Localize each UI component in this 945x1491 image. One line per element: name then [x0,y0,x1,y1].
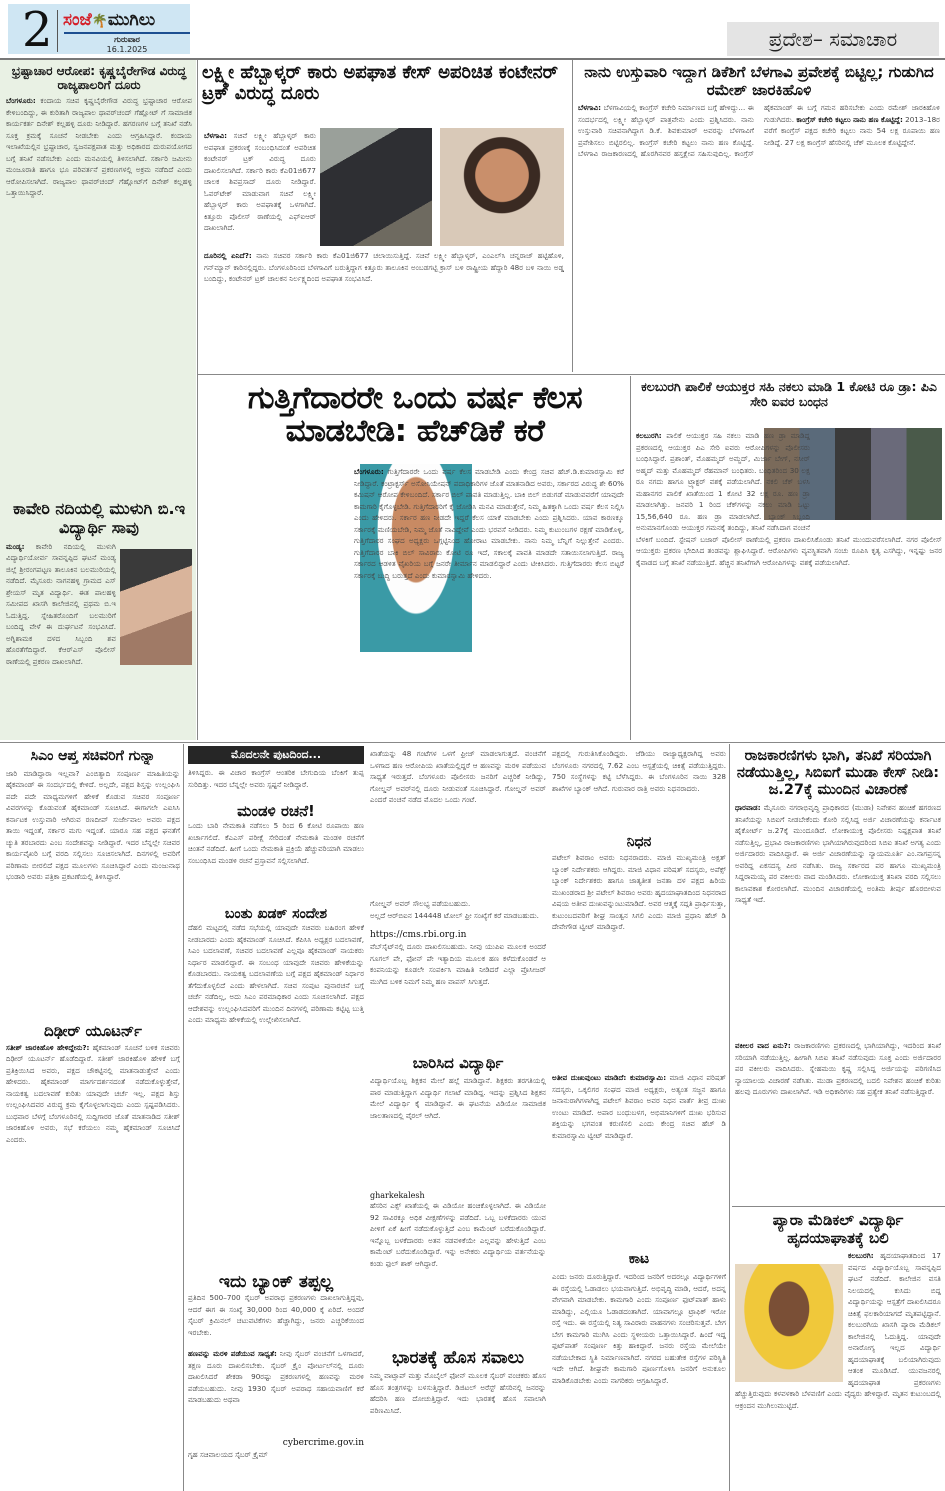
story-text: ರಾಜಕಾರಣಿಗಳು ಪ್ರಕರಣದಲ್ಲಿ ಭಾಗಿಯಾಗಿದ್ದು, ಇದರಿಂದ ತನಿಖೆ ಸರಿಯಾಗಿ ನಡೆಯುತ್ತಿಲ್ಲ. ಹೀಗಾಗಿ ಸಿಬಿಐ ತನಿಖೆ ನಡೆಸುವುದು ಸೂಕ್ತ ಎಂದು ಅರ್ಜಿದಾರರ ಪರ ವಕೀಲರು ವಾದಿಸಿದರು. ಸ್ನೇಹಮಯಿ ಕೃಷ್ಣ ಸಲ್ಲಿಸಿದ್ದ ಅರ್ಜಿಯನ್ನು ಪರಿಗಣಿಸಿದ ನ್ಯಾಯಾಲಯ ವಿಚಾರಣೆ ನಡೆಸಿತು. ಮುಡಾ ಪ್ರಕರಣದಲ್ಲಿ ಬದಲಿ ನಿವೇಶನ ಹಂಚಿಕೆ ಕುರಿತು ಹಲವು ದೂರುಗಳು ದಾಖಲಾಗಿವೆ. ಇಡಿ ಅಧಿಕಾರಿಗಳು ಸಹ ಪ್ರತ್ಯೇಕ ತನಿಖೆ ನಡೆಸುತ್ತಿದ್ದಾರೆ. [735,1041,941,1097]
story-front-continued [188,746,364,1461]
social-handle: gharkekalesh [370,1191,425,1200]
dateline: ಬೆಂಗಳೂರು: [6,96,36,106]
story-body: ದೆಹಲಿ ಮಟ್ಟದಲ್ಲಿ ನಡೆದ ಸಭೆಯಲ್ಲಿ ಯಾವುದೇ ಸಚಿವರು ಬಹಿರಂಗ ಹೇಳಿಕೆ ನೀಡಬಾರದು ಎಂದು ಹೈಕಮಾಂಡ್ ಸೂಚಿಸಿದೆ. ಕೆಪಿಸಿಸಿ ಅಧ್ಯಕ್ಷರ ಬದಲಾವಣೆ, ಸಿಎಂ ಬದಲಾವಣೆ, ಸಚಿವರ ಬದಲಾವಣೆ ಎಲ್ಲವೂ ಹೈಕಮಾಂಡ್ ನಾಯಕರು ನಿರ್ಧಾರ ಮಾಡಲಿದ್ದಾರೆ. ಈ ಸಂಬಂಧ ಯಾವುದೇ ಸಚಿವರು ಹೇಳಿಕೆಯನ್ನು ಕೊಡಬಾರದು. ನಾಯಕತ್ವ ಬದಲಾವಣೆಯ ಬಗ್ಗೆ ಪಕ್ಷದ ಹೈಕಮಾಂಡ್ ನಿರ್ಧಾರ ತೆಗೆದುಕೊಳ್ಳಲಿದೆ ಎಂದು ಹೇಳಲಾಗಿದೆ. ಸಚಿವ ಸಂಪುಟ ಪುನಾರಚನೆ ಬಗ್ಗೆ ಚರ್ಚೆ ನಡೆದಿಲ್ಲ, ಅದು ಸಿಎಂ ಪರಮಾಧಿಕಾರ ಎಂದು ಸೂಚಿಸಲಾಗಿದೆ. ಪಕ್ಷದ ಆದೇಶವನ್ನು ಉಲ್ಲಂಘಿಸಿದವರಿಗೆ ಮುಂದಿನ ದಿನಗಳಲ್ಲಿ ಪರಿಣಾಮ ಕಟ್ಟಿಟ್ಟ ಬುತ್ತಿ ಎಂದು ಮಾಧ್ಯಮ ಹೇಳಿಕೆಯಲ್ಲಿ ಉಲ್ಲೇಖಿಸಲಾಗಿದೆ. [188,923,364,1024]
story-krishna [6,64,192,457]
story-body: ನಿಮ್ಮ ವಾಟ್ಸಾಪ್ ಮತ್ತು ಮೊಬೈಲ್ ಫೋನ್ ಮೂಲಕ ಸೈಬರ್ ವಂಚಕರು ಹೊಸ ಹೊಸ ತಂತ್ರಗಳನ್ನು ಬಳಸುತ್ತಿದ್ದಾರೆ. ಡಿಜಿಟಲ್ ಅರೆಸ್ಟ್ ಹೆಸರಿನಲ್ಲಿ ಜನರನ್ನು ಹೆದರಿಸಿ ಹಣ ದೋಚುತ್ತಿದ್ದಾರೆ. ಇದು ಭಾರತಕ್ಕೆ ಹೊಸ ಸವಾಲಾಗಿ ಪರಿಣಮಿಸಿದೆ. [370,1371,546,1415]
story-body: ಎಂದು ಜನರು ದೂರುತ್ತಿದ್ದಾರೆ. ಇದರಿಂದ ಜನರಿಗೆ ಅದರಲ್ಲೂ ವಿದ್ಯಾರ್ಥಿಗಳಿಗೆ ಈ ರಸ್ತೆಯಲ್ಲಿ ಓಡಾಡಲು ಭಯವಾಗುತ್ತಿದೆ. ಅಭಿವೃದ್ಧಿ ಮಾಡಿ, ಆದರೆ, ಅದನ್ನ ವೇಗವಾಗಿ ಮಾಡಬೇಕು. ಕಾಮಗಾರಿ ಎಂದು ಸಂಪೂರ್ಣ ಫುಟ್‌ಪಾತ್ ಹಾಳು ಮಾಡಿದ್ದು, ಎಲ್ಲಿಯೂ ಓಡಾಡದಂತಾಗಿದೆ. ಯಾವಾಗಲ್ಲೂ ಟ್ರಾಫಿಕ್ ಇರೋ ರಸ್ತೆ ಇದು. ಈ ರಸ್ತೆಯಲ್ಲಿ ನಿತ್ಯ ಸಾವಿರಾರು ವಾಹನಗಳು ಸಂಚರಿಸುತ್ತವೆ. ಬೇಗ ಬೇಗ ಕಾಮಗಾರಿ ಮುಗಿಸಿ ಎಂದು ಸ್ಥಳೀಯರು ಒತ್ತಾಯಿಸಿದ್ದಾರೆ. ಹಿಂದೆ ಇದ್ದ ಫುಟ್‌ಪಾತ್ ಸಂಪೂರ್ಣ ಕಿತ್ತು ಹಾಕಿದ್ದಾರೆ. ಜನರು ರಸ್ತೆಯ ಮೇಲೆಯೇ ನಡೆಯಬೇಕಾದ ಸ್ಥಿತಿ ನಿರ್ಮಾಣವಾಗಿದೆ. ನಗರದ ಬಹುತೇಕ ರಸ್ತೆಗಳ ಪರಿಸ್ಥಿತಿ ಇದೇ ಆಗಿದೆ. ಶೀಘ್ರವೇ ಕಾಮಗಾರಿ ಪೂರ್ಣಗೊಳಿಸಿ ಜನರಿಗೆ ಅನುಕೂಲ ಮಾಡಿಕೊಡಬೇಕು ಎಂದು ನಾಗರಿಕರು ಆಗ್ರಹಿಸಿದ್ದಾರೆ. [552,1272,726,1385]
section-rule [0,742,945,743]
story-hdk [202,382,628,447]
brand-underline [64,32,190,34]
subhead: ನಿಧನ [626,834,652,850]
story-text-2: 2013–18ರ ವರೆಗೆ ಕಾಂಗ್ರೆಸ್ ಪಕ್ಷದ ಕಚೇರಿ ಕಟ್ಟಲು ನಾನು 54 ಲಕ್ಷ ರೂಪಾಯಿ ಹಣ ನೀಡಿದ್ದೆ. 27 ಲಕ್ಷ ಕಾಂಗ್ರೆಸ್ ಹೆಸರಿನಲ್ಲಿ ಚೆಕ್ ಮೂಲಕ ಕೊಟ್ಟಿದ್ದೇನೆ. [764,114,940,147]
weekday: ಗುರುವಾರ [114,35,140,44]
palm-sun-icon: 🌴 [91,14,108,29]
masthead-divider [57,10,58,52]
story-body [188,1348,364,1430]
subhead: ಬಾರಿಸಿದ ವಿದ್ಯಾರ್ಥಿ [412,1054,504,1072]
subsection-lead: ಅತೀವ ದುಃಖವುಂಟು ಮಾಡಿದೆ: ಕುಮಾರಸ್ವಾಮಿ: [552,1073,667,1082]
story-body-2 [735,1040,941,1180]
story-lakshmi [202,62,570,104]
subhead: ಮಂಡಳಿ ರಚನೆ! [237,802,315,820]
section-rule [732,1206,945,1207]
story-body: ಪಕ್ಷದಲ್ಲಿ ಗುರುತಿಸಿಕೊಂಡಿದ್ದರು. ಜೆಡಿಯು ರಾಜ್ಯಾಧ್ಯಕ್ಷರಾಗಿದ್ದ ಅವರು ಬೆಂಗಳೂರು ನಗರದಲ್ಲಿ 7.62 ಎಂಬ ಆಸ್ಪತ್ರೆಯಲ್ಲಿ ಚಿಕಿತ್ಸೆ ಪಡೆಯುತ್ತಿದ್ದರು. 750 ಸಂಸ್ಥೆಗಳನ್ನು ಕಟ್ಟಿ ಬೆಳೆಸಿದ್ದರು. ಈ ಬೆಂಗಳೂರಿನ ನಾಯಿ 328 ಶಾಖೆಗಳ ಬ್ಯಾಂಕ್ ಆಗಿದೆ. ಗುರುವಾರ ರಾತ್ರಿ ಅವರು ನಿಧನರಾದರು. [552,749,726,793]
story-body-continued [204,250,564,370]
story-body [735,802,941,1040]
column-rule [572,60,573,372]
story-body: ಪ್ರತಿದಿನ 500–700 ಸೈಬರ್ ಅಪರಾಧ ಪ್ರಕರಣಗಳು ದಾಖಲಾಗುತ್ತಿದ್ದವು, ಆದರೆ ಈಗ ಈ ಸಂಖ್ಯೆ 30,000 ರಿಂದ 40,000 ಕ್ಕೆ ಏರಿದೆ. ಅಂದರೆ ಸೈಬರ್ ಕ್ರಿಮಿನಲ್ ಚಟುವಟಿಕೆಗಳು ಹೆಚ್ಚಾಗಿದ್ದು, ಜನರು ಎಚ್ಚರಿಕೆಯಿಂದ ಇರಬೇಕು. [188,1293,364,1337]
brand-name-part1: ಸಂಜೆ [63,10,92,30]
story-kalaburagi [636,380,942,410]
student-photo [120,549,192,665]
story-text: ಸಚಿವೆ ಲಕ್ಷ್ಮೀ ಹೆಬ್ಬಾಳ್ಕರ್ ಕಾರು ಅಪಘಾತ ಪ್ರಕರಣಕ್ಕೆ ಸಂಬಂಧಿಸಿದಂತೆ ಅಪರಿಚಿತ ಕಂಟೇನರ್ ಟ್ರಕ್ ವಿರುದ್ಧ ದೂರು ದಾಖಲಿಸಲಾಗಿದೆ. ಸರ್ಕಾರಿ ಕಾರು ಕೆಎ01ಜಿ677 ಚಾಲಕ ಶಿವಪ್ರಸಾದ್ ದೂರು ನೀಡಿದ್ದಾರೆ. ಓವರ್‌ಟೇಕ್ ಮಾಡುವಾಗ ಸಚಿವೆ ಲಕ್ಷ್ಮೀ ಹೆಬ್ಬಾಳ್ಕರ್ ಕಾರು ಅಪಘಾತಕ್ಕೆ ಒಳಗಾಗಿದೆ. ಕಿತ್ತೂರು ಪೊಲೀಸ್ ಠಾಣೆಯಲ್ಲಿ ಎಫ್‌ಐಆರ್ ದಾಖಲಾಗಿದೆ. [204,131,316,232]
story-text: ಅಲ್ಲದೆ ಆರ್‌ಬಿಐನ 144448 ಟೋಲ್ ಫ್ರೀ ಸಂಖ್ಯೆಗೆ ಕರೆ ಮಾಡಬಹುದು. [370,911,539,920]
story-text: ಪಾಲಿಕೆ ಆಯುಕ್ತರ ಸಹಿ ನಕಲು ಮಾಡಿ ಹಣ ಡ್ರಾ ಮಾಡಿದ್ದ ಪ್ರಕರಣದಲ್ಲಿ ಆಯುಕ್ತರ ಪಿಎ ಸೇರಿ ಐವರು ಆರೋಪಿಗಳನ್ನು ಪೊಲೀಸರು ಬಂಧಿಸಿದ್ದಾರೆ. ಪ್ರಶಾಂತ್, ಮೊಹಮ್ಮದ್ ಅಮ್ಜದ್, ಮಿರ್ಜಾ ಬೇಗ್, ನಸೀರ್ ಅಹ್ಮದ್ ಮತ್ತು ಮೊಹಮ್ಮದ್ ರೆಹಮಾನ್ ಬಂಧಿತರು. ಬಂಧಿತರಿಂದ 30 ಲಕ್ಷ ರೂ ನಗದು ಹಾಗೂ ಟ್ರ್ಯಾಕ್ಟರ್ ವಶಕ್ಕೆ ಪಡೆಯಲಾಗಿದೆ. ನಕಲಿ ಚೆಕ್ ಬಳಸಿ ಮಹಾನಗರ ಪಾಲಿಕೆ ಖಾತೆಯಿಂದ 1 ಕೋಟಿ 32 ಲಕ್ಷ ರೂ. ಹಣ ಡ್ರಾ ಮಾಡಲಾಗಿತ್ತು. ಜನವರಿ 1 ರಿಂದ ಚೆಕ್‌ಗಳನ್ನು ನಕಲು ಮಾಡಿ ಒಟ್ಟು 15,56,640 ರೂ. ಹಣ ಡ್ರಾ ಮಾಡಲಾಗಿದೆ. ಬ್ಯಾಂಕ್ ಸಿಬ್ಬಂದಿ ಅನುಮಾನಗೊಂಡು ಆಯುಕ್ತರ ಗಮನಕ್ಕೆ ತಂದಿದ್ದು, ತನಿಖೆ ನಡೆಸಿದಾಗ ವಂಚನೆ ಬೆಳಕಿಗೆ ಬಂದಿದೆ. ಸ್ಟೇಷನ್ ಬಜಾರ್ ಪೊಲೀಸ್ ಠಾಣೆಯಲ್ಲಿ ಪ್ರಕರಣ ದಾಖಲಿಸಿಕೊಂಡು ತನಿಖೆ ಮುಂದುವರೆಸಲಾಗಿದೆ. ನಗರ ಪೊಲೀಸ್ ಆಯುಕ್ತರು ಪ್ರಕರಣ ಭೇದಿಸಿದ ತಂಡವನ್ನು ಶ್ಲಾಘಿಸಿದ್ದಾರೆ. ಆರೋಪಿಗಳು ವ್ಯವಸ್ಥಿತವಾಗಿ ಸಂಚು ರೂಪಿಸಿ ಕೃತ್ಯ ಎಸಗಿದ್ದು, ಇನ್ನಷ್ಟು ಜನರ ಕೈವಾಡದ ಬಗ್ಗೆ ತನಿಖೆ ನಡೆಯುತ್ತಿದೆ. ಹೆಚ್ಚಿನ ತನಿಖೆಗಾಗಿ ಆರೋಪಿಗಳನ್ನು ವಶಕ್ಕೆ ಪಡೆಯಲಾಗಿದೆ. [636,431,942,567]
story-body: ತಿಳಿಸಿದ್ದರು. ಈ ವಿಚಾರ ಕಾಂಗ್ರೆಸ್ ಆಂತರಿಕ ಬೇಗುದಿಯ ಬೆಂಕಿಗೆ ತುಪ್ಪ ಸುರಿದಿತ್ತು. ಇದರ ಬೆನ್ನಲ್ಲೇ ಅವರು ಸ್ಪಷ್ಟನೆ ನೀಡಿದ್ದಾರೆ. [188,768,364,789]
dateline: ಮಂಡ್ಯ: [6,541,25,551]
story-body: ವಿದ್ಯಾರ್ಥಿಯೊಬ್ಬ ಶಿಕ್ಷಕನ ಮೇಲೆ ಹಲ್ಲೆ ಮಾಡಿದ್ದಾನೆ. ಶಿಕ್ಷಕರು ತರಗತಿಯಲ್ಲಿ ಪಾಠ ಮಾಡುತ್ತಿದ್ದಾಗ ವಿದ್ಯಾರ್ಥಿ ಗಲಾಟೆ ಮಾಡಿದ್ದ. ಇದನ್ನು ಪ್ರಶ್ನಿಸಿದ ಶಿಕ್ಷಕನ ಮೇಲೆ ವಿದ್ಯಾರ್ಥಿ ಕೈ ಮಾಡಿದ್ದಾನೆ. ಈ ಘಟನೆಯ ವಿಡಿಯೋ ಸಾಮಾಜಿಕ ಜಾಲತಾಣದಲ್ಲಿ ವೈರಲ್ ಆಗಿದೆ. [370,1076,546,1120]
story-body [6,95,192,457]
headline: ಕಲಬುರಗಿ ಪಾಲಿಕೆ ಆಯುಕ್ತರ ಸಹಿ ನಕಲು ಮಾಡಿ 1 ಕೋಟಿ ರೂ ಡ್ರಾ: ಪಿಎ ಸೇರಿ ಐವರ ಬಂಧನ [641,379,937,409]
dateline: ಬೆಳಗಾವಿ: [578,103,602,113]
headline: ಪ್ಯಾರಾ ಮೆಡಿಕಲ್ ವಿದ್ಯಾರ್ಥಿ ಹೃದಯಾಘಾತಕ್ಕೆ ಬಲಿ [772,1211,904,1247]
subsection-lead: ಕಾಂಗ್ರೆಸ್ ಕಚೇರಿ ಕಟ್ಟಲು ನಾನು ಹಣ ಕೊಟ್ಟಿದ್ದೆ: [796,114,903,124]
story-body: ಪಟೇಲ್ ಶಿವರಾಂ ಅವರು ನಿಧನರಾದರು. ಮಾಜಿ ಮುಖ್ಯಮಂತ್ರಿ ಅಕ್ಷತ್ ಬ್ಯಾಂಕ್ ನಿರ್ದೇಶಕರು ಆಗಿದ್ದರು. ಮಾಜಿ ವಿಧಾನ ಪರಿಷತ್ ಸದಸ್ಯರು, ಅಪೆಕ್ಸ್ ಬ್ಯಾಂಕ್ ನಿರ್ದೇಶಕರು ಹಾಗೂ ಜಾತ್ಯತೀತ ಜನತಾ ದಳ ಪಕ್ಷದ ಹಿರಿಯ ಮುಖಂಡರಾದ ಶ್ರೀ ಪಟೇಲ್ ಶಿವರಾಂ ಅವರು ಹೃದಯಾಘಾತದಿಂದ ನಿಧನರಾದ ವಿಷಯ ಅತೀವ ದುಃಖವನ್ನುಂಟುಮಾಡಿದೆ. ಅವರ ಆತ್ಮಕ್ಕೆ ಸದ್ಗತಿ ಪ್ರಾರ್ಥಿಸುತ್ತಾ, ಕುಟುಂಬದವರಿಗೆ ಶೀಘ್ರ ಸಾಂತ್ವನ ಸಿಗಲಿ ಎಂದು ಮಾಜಿ ಪ್ರಧಾನಿ ಹೆಚ್ ಡಿ ದೇವೇಗೌಡ ಟ್ವೀಟ್ ಮಾಡಿದ್ದಾರೆ. [552,853,726,931]
story-text: ಬೆಳಗಾವಿಯಲ್ಲಿ ಕಾಂಗ್ರೆಸ್ ಕಚೇರಿ ನಿರ್ಮಾಣದ ಬಗ್ಗೆ ಹೇಳಿದ್ದು... ಈ ಸಂದರ್ಭದಲ್ಲಿ ಲಕ್ಷ್ಮೀ ಹೆಬ್ಬಾಳ್ಕರ್ ಪಾತ್ರವೇನು ಎಂದು ಪ್ರಶ್ನಿಸಿದರು. ನಾನು ಉಸ್ತುವಾರಿ ಸಚಿವನಾಗಿದ್ದಾಗ ಡಿ.ಕೆ. ಶಿವಕುಮಾರ್ ಅವರನ್ನು ಬೆಳಗಾವಿಗೆ ಪ್ರವೇಶಿಸಲು ಬಿಟ್ಟಿರಲಿಲ್ಲ. ಕಾಂಗ್ರೆಸ್ ಕಚೇರಿ ಕಟ್ಟಲು ನಾನು ಹಣ ಕೊಟ್ಟಿದ್ದೆ. ಬೆಳಗಾವಿ ರಾಜಕಾರಣದಲ್ಲಿ ಹೊರಗಿನವರ ಹಸ್ತಕ್ಷೇಪ ಸಹಿಸುವುದಿಲ್ಲ. ಕಾಂಗ್ರೆಸ್ ಹೈಕಮಾಂಡ್ ಈ ಬಗ್ಗೆ ಗಮನ ಹರಿಸಬೇಕು ಎಂದು ರಮೇಶ್ ಜಾರಕಿಹೊಳಿ ಗುಡುಗಿದರು. [578,103,940,159]
subsection-lead: ದೂರಿನಲ್ಲಿ ಏನಿದೆ?: [204,251,252,260]
story-text: ಗುತ್ತಿಗೆದಾರರೇ ಒಂದು ವರ್ಷ ಕೆಲಸ ಮಾಡಬೇಡಿ ಎಂದು ಕೇಂದ್ರ ಸಚಿವ ಹೆಚ್.ಡಿ.ಕುಮಾರಸ್ವಾಮಿ ಕರೆ ನೀಡಿದ್ದಾರೆ. ಕಂಟ್ರಾಕ್ಟರ್ಸ್ ಅಸೋಸಿಯೇಷನ್ ಪದಾಧಿಕಾರಿಗಳ ಜೊತೆ ಮಾತನಾಡಿದ ಅವರು, ಸರ್ಕಾರದ ವಿರುದ್ಧ ಶೇ 60% ಕಮಿಷನ್ ಆರೋಪ ಕೇಳಿಬಂದಿದೆ. ಸರ್ಕಾರ ಬಿಲ್ ಪಾವತಿ ಮಾಡುತ್ತಿಲ್ಲ. ಬಾಕಿ ಬಿಲ್ ಬಿಡುಗಡೆ ಮಾಡುವವರೆಗೆ ಯಾವುದೇ ಕಾಮಗಾರಿ ಕೈಗೊಳ್ಳಬೇಡಿ. ಗುತ್ತಿಗೆದಾರರಿಗೆ ಕೈ ಜೋಡಿಸಿ ಮನವಿ ಮಾಡುತ್ತೇನೆ, ನಿಮ್ಮ ಹಿತಕ್ಕಾಗಿ ಒಂದು ವರ್ಷ ಕೆಲಸ ನಿಲ್ಲಿಸಿ ಎಂದು ಹೇಳಿದರು. ಸರ್ಕಾರ ಹಣ ನೀಡದೇ ಇದ್ದರೆ ಕೆಲಸ ಯಾಕೆ ಮಾಡಬೇಕು ಎಂದು ಪ್ರಶ್ನಿಸಿದರು. ಯಾವ ಕಾರಣಕ್ಕೂ ಸರ್ಕಾರಕ್ಕೆ ಮಣಿಯಬೇಡಿ, ನಿಮ್ಮ ಜೊತೆ ನಾವಿದ್ದೇವೆ ಎಂದು ಭರವಸೆ ನೀಡಿದರು. ನಿಮ್ಮ ಕುಟುಂಬಗಳ ರಕ್ಷಣೆ ಮಾಡಿಕೊಳ್ಳಿ, ಗುತ್ತಿಗೆದಾರರ ಸಂಘದ ಅಧ್ಯಕ್ಷರು ಒಗ್ಗಟ್ಟಿನಿಂದ ಹೋರಾಟ ಮಾಡಬೇಕು. ನಾನು ನಿಮ್ಮ ಬೆನ್ನಿಗೆ ನಿಲ್ಲುತ್ತೇನೆ ಎಂದರು. ಗುತ್ತಿಗೆದಾರರ ಬಾಕಿ ಬಿಲ್ ಸಾವಿರಾರು ಕೋಟಿ ರೂ ಇದೆ, ಸಕಾಲಕ್ಕೆ ಪಾವತಿ ಮಾಡದೇ ಸತಾಯಿಸಲಾಗುತ್ತಿದೆ. ರಾಜ್ಯ ಸರ್ಕಾರದ ಆಡಳಿತ ವೈಖರಿಯ ಬಗ್ಗೆ ಜನರೇ ತೀರ್ಮಾನ ಮಾಡಲಿದ್ದಾರೆ ಎಂದು ಟೀಕಿಸಿದರು. ಗುತ್ತಿಗೆದಾರರು ಕೆಲಸ ಬಿಟ್ಟರೆ ಸರ್ಕಾರಕ್ಕೆ ಬುದ್ಧಿ ಬರುತ್ತದೆ ಎಂದು ಕುಮಾರಸ್ವಾಮಿ ಹೇಳಿದರು. [354,467,624,580]
headline: ಲಕ್ಷ್ಮೀ ಹೆಬ್ಬಾಳ್ಕರ್ ಕಾರು ಅಪಘಾತ ಕೇಸ್ ಅಪರಿಚಿತ ಕಂಟೇನರ್ ಟ್ರಕ್ ವಿರುದ್ಧ ದೂರು [202,62,559,105]
headline: ಕಾವೇರಿ ನದಿಯಲ್ಲಿ ಮುಳುಗಿ ಬಿ.ಇ ವಿದ್ಯಾರ್ಥಿ ಸಾವು [12,499,186,537]
story-text: ಮೈಸೂರು ನಗರಾಭಿವೃದ್ಧಿ ಪ್ರಾಧಿಕಾರದ (ಮುಡಾ) ನಿವೇಶನ ಹಂಚಿಕೆ ಹಗರಣದ ತನಿಖೆಯನ್ನು ಸಿಬಿಐಗೆ ನೀಡಬೇಕೆಂದು ಕೋರಿ ಸಲ್ಲಿಸಿದ್ದ ಅರ್ಜಿ ವಿಚಾರಣೆಯನ್ನು ಕರ್ನಾಟಕ ಹೈಕೋರ್ಟ್ ಜ.27ಕ್ಕೆ ಮುಂದೂಡಿದೆ. ಲೋಕಾಯುಕ್ತ ಪೊಲೀಸರು ನಿಷ್ಪಕ್ಷಪಾತ ತನಿಖೆ ನಡೆಸುತ್ತಿಲ್ಲ, ಪ್ರಭಾವಿ ರಾಜಕಾರಣಿಗಳು ಭಾಗಿಯಾಗಿರುವುದರಿಂದ ಸಿಬಿಐ ತನಿಖೆ ಅಗತ್ಯ ಎಂದು ಅರ್ಜಿದಾರರು ವಾದಿಸಿದ್ದಾರೆ. ಈ ಅರ್ಜಿ ವಿಚಾರಣೆಯನ್ನು ನ್ಯಾಯಮೂರ್ತಿ ಎಂ.ನಾಗಪ್ರಸನ್ನ ಅವರಿದ್ದ ಏಕಸದಸ್ಯ ಪೀಠ ನಡೆಸಿತು. ರಾಜ್ಯ ಸರ್ಕಾರದ ಪರ ಹಾಗೂ ಮುಖ್ಯಮಂತ್ರಿ ಸಿದ್ದರಾಮಯ್ಯ ಪರ ವಕೀಲರು ವಾದ ಮಂಡಿಸಿದರು. ಲೋಕಾಯುಕ್ತ ತನಿಖಾ ವರದಿ ಸಲ್ಲಿಸಲು ಕಾಲಾವಕಾಶ ಕೋರಲಾಗಿದೆ. ಮುಂದಿನ ವಿಚಾರಣೆಯಲ್ಲಿ ಅಂತಿಮ ತೀರ್ಪು ಹೊರಬೀಳುವ ಸಾಧ್ಯತೆ ಇದೆ. [735,803,941,905]
story-text: ನಾನು ಸಚಿವರ ಸರ್ಕಾರಿ ಕಾರು ಕೆಎ01ಜಿ677 ಚಲಾಯಿಸುತ್ತಿದ್ದೆ. ಸಚಿವೆ ಲಕ್ಷ್ಮೀ ಹೆಬ್ಬಾಳ್ಕರ್, ಎಂಎಲ್‌ಸಿ ಚನ್ನರಾಜ್ ಹಟ್ಟಿಹೊಳಿ, ಗನ್‌ಮ್ಯಾನ್ ಕಾರಿನಲ್ಲಿದ್ದರು. ಬೆಂಗಳೂರಿನಿಂದ ಬೆಳಗಾವಿಗೆ ಬರುತ್ತಿದ್ದಾಗ ಕಿತ್ತೂರು ತಾಲೂಕಿನ ಅಂಬಡಗಟ್ಟಿ ಕ್ರಾಸ್ ಬಳಿ ರಾಷ್ಟ್ರೀಯ ಹೆದ್ದಾರಿ 48ರ ಬಳಿ ನಾಯಿ ಅಡ್ಡ ಬಂದಿದ್ದು, ಕಂಟೇನರ್ ಟ್ರಕ್ ಚಾಲಕನ ನಿರ್ಲಕ್ಷ್ಯದಿಂದ ಅಪಘಾತ ಸಂಭವಿಸಿದೆ. [204,251,564,283]
page-number: 2 [22,2,53,58]
headline: ನಾನು ಉಸ್ತುವಾರಿ ಇದ್ದಾಗ ಡಿಕೆಶಿಗೆ ಬೆಳಗಾವಿ ಪ್ರವೇಶಕ್ಕೆ ಬಿಟ್ಟಿಲ್ಲ; ಗುಡುಗಿದ ರಮೇಶ್ ಜಾರಕಿಹೊಳಿ [584,63,934,99]
story-body-2 [6,1042,180,1491]
story-body [204,466,624,738]
subsection-lead: ವಕೀಲರ ವಾದ ಏನು?: [735,1041,791,1051]
column-rule [630,376,631,740]
section-title: ಪ್ರದೇಶ– ಸಮಾಚಾರ [727,22,939,56]
section-rule [198,374,945,375]
story-tail: ಗೃಹ ಸಚಿವಾಲಯದ ಸೈಬರ್ ಕ್ರೈಮ್ [188,1450,268,1459]
story-body [636,430,942,736]
story-muda [735,748,941,1180]
brand-logo [63,10,155,30]
issue-date: 16.1.2025 [106,45,148,54]
story-cauvery [6,500,192,729]
dateline: ಬೆಳಗಾವಿ: [204,131,228,140]
headline: ರಾಜಕಾರಣಿಗಳು ಭಾಗಿ, ತನಿಖೆ ಸರಿಯಾಗಿ ನಡೆಯುತ್ತಿಲ್ಲ, ಸಿಬಿಐಗೆ ಮುಡಾ ಕೇಸ್ ನೀಡಿ: ಜ.27ಕ್ಕೆ ಮುಂದಿನ ವಿಚಾರಣೆ [736,748,940,799]
subsection-lead: ಸತೀಶ್ ಜಾರಕಿಹೊಳಿ ಹೇಳಿದ್ದೇನು?: [6,1042,90,1052]
story-body: ವೆಬ್‌ಸೈಟ್‌ನಲ್ಲಿ ದೂರು ದಾಖಲಿಸಬಹುದು. ನೀವು ಯುಪಿಐ ಮೂಲಕ ಅಂದರೆ ಗೂಗಲ್ ಪೇ, ಫೋನ್ ಪೇ ಇತ್ಯಾದಿಯ ಮೂಲಕ ಹಣ ಕಳೆದುಕೊಂಡರೆ ಆ ಕಂಪನಿಯನ್ನು ಕೂಡಲೇ ಸಂಪರ್ಕಿಸಿ ಮಾಹಿತಿ ನೀಡಿದರೆ ಎಲ್ಲಾ ಪ್ರೊಸೀಜರ್ ಮುಗಿದ ಬಳಿಕ ನಿಮಗೆ ನಿಮ್ಮ ಹಣ ವಾಪಸ್ ಸಿಗುತ್ತದೆ. [370,942,546,986]
headline: ಸಿಎಂ ಆಪ್ತ ಸಚಿವರಿಗೆ ಗುನ್ನಾ [30,748,156,764]
dateline: ಕಲಬುರಗಿ: [636,431,662,440]
dateline: ಧಾರವಾಡ: [735,803,761,813]
subhead: ದಿಢೀರ್ ಯೂಟರ್ನ್ [44,1021,142,1040]
story-body [735,1250,941,1470]
story-text: ನೀವು ಸೈಬರ್ ವಂಚನೆಗೆ ಒಳಗಾದರೆ, ತಕ್ಷಣ ದೂರು ದಾಖಲಿಸಬೇಕು. ಸೈಬರ್ ಕ್ರೈಂ ಪೋರ್ಟಲ್‌ನಲ್ಲಿ ದೂರು ದಾಖಲಿಸಿದರೆ ಶೇಕಡಾ 90ರಷ್ಟು ಪ್ರಕರಣಗಳಲ್ಲಿ ಹಣವನ್ನು ಮರಳಿ ಪಡೆಯಬಹುದು. ನೀವು 1930 ಸೈಬರ್ ಅಪರಾಧ ಸಹಾಯವಾಣಿಗೆ ಕರೆ ಮಾಡಬಹುದು ಅಥವಾ [188,1349,364,1404]
continued-banner: ಮೊದಲನೇ ಪುಟದಿಂದ... [188,746,364,764]
subsection-lead: ಹಣವನ್ನು ಮರಳಿ ಪಡೆಯುವ ಸಾಧ್ಯತೆ: [188,1349,277,1358]
story-text: ಹೃದಯಾಘಾತದಿಂದ 17 ವರ್ಷದ ವಿದ್ಯಾರ್ಥಿಯೊಬ್ಬ ಸಾವನ್ನಪ್ಪಿದ ಘಟನೆ ನಡೆದಿದೆ. ಕಾಲೇಜಿನ ವಸತಿ ನಿಲಯದಲ್ಲಿ ಕುಸಿದು ಬಿದ್ದ ವಿದ್ಯಾರ್ಥಿಯನ್ನು ಆಸ್ಪತ್ರೆಗೆ ದಾಖಲಿಸಿದರೂ ಚಿಕಿತ್ಸೆ ಫಲಕಾರಿಯಾಗದೆ ಮೃತಪಟ್ಟಿದ್ದಾನೆ. ಕಲಬುರಗಿಯ ಖಾಸಗಿ ಪ್ಯಾರಾ ಮೆಡಿಕಲ್ ಕಾಲೇಜಿನಲ್ಲಿ ಓದುತ್ತಿದ್ದ. ಯಾವುದೇ ಅನಾರೋಗ್ಯ ಇಲ್ಲದ ವಿದ್ಯಾರ್ಥಿ ಹೃದಯಾಘಾತಕ್ಕೆ ಬಲಿಯಾಗಿರುವುದು ಆತಂಕ ಮೂಡಿಸಿದೆ. ಯುವಜನರಲ್ಲಿ ಹೃದಯಾಘಾತ ಪ್ರಕರಣಗಳು ಹೆಚ್ಚುತ್ತಿರುವುದು ಕಳವಳಕಾರಿ ಬೆಳವಣಿಗೆ ಎಂದು ವೈದ್ಯರು ಹೇಳಿದ್ದಾರೆ. ಮೃತನ ಕುಟುಂಬದಲ್ಲಿ ಆಕ್ರಂದನ ಮುಗಿಲುಮುಟ್ಟಿದೆ. [735,1251,941,1410]
story-text: ಕಂದಾಯ ಸಚಿವ ಕೃಷ್ಣಬೈರೇಗೌಡ ವಿರುದ್ಧ ಭ್ರಷ್ಟಾಚಾರ ಆರೋಪ ಕೇಳಿಬಂದಿದ್ದು, ಈ ಕುರಿತಾಗಿ ರಾಜ್ಯಪಾಲ ಥಾವರ್‌ಚಂದ್ ಗೆಹ್ಲೋಟ್ ಗೆ ಸಾಮಾಜಿಕ ಕಾರ್ಯಕರ್ತ ದಿನೇಶ್ ಕಲ್ಲಹಳ್ಳಿ ದೂರು ನೀಡಿದ್ದಾರೆ. ಹಗರಣಗಳ ಬಗ್ಗೆ ತನಿಖೆ ನಡೆಸಿ ಸೂಕ್ತ ಕ್ರಮಕ್ಕೆ ಸೂಚನೆ ನೀಡಬೇಕು ಎಂದು ಆಗ್ರಹಿಸಿದ್ದಾರೆ. ಕಂದಾಯ ಇಲಾಖೆಯಲ್ಲಿನ ಭ್ರಷ್ಟಾಚಾರ, ಸ್ವಜನಪಕ್ಷಪಾತ ಮತ್ತು ಅಧಿಕಾರದ ದುರುಪಯೋಗದ ಬಗ್ಗೆ ತನಿಖೆ ನಡೆಸಬೇಕು ಎಂದು ಮನವಿಯಲ್ಲಿ ತಿಳಿಸಲಾಗಿದೆ. ಸರ್ಕಾರಿ ಜಮೀನು ಮಂಜೂರಾತಿ ಹಾಗೂ ಭೂ ಪರಿವರ್ತನೆ ಪ್ರಕರಣಗಳಲ್ಲಿ ಅಕ್ರಮ ನಡೆದಿದೆ ಎಂದು ಆರೋಪಿಸಲಾಗಿದೆ. ರಾಜ್ಯಪಾಲ ಥಾವರ್‌ಚಂದ್ ಗೆಹ್ಲೋಟ್‌ಗೆ ದಿನೇಶ್ ಕಲ್ಲಹಳ್ಳಿ ಒತ್ತಾಯಿಸಿದ್ದಾರೆ. [6,96,192,198]
column-rule [197,60,198,740]
cybercrime-url-line [188,1430,364,1449]
column-rule [183,744,184,1491]
story-body: ಒಂದು ಬಾರಿ ನೇಮಕಾತಿ ನಡೆಸಲು 5 ರಿಂದ 6 ಕೋಟಿ ರೂಪಾಯಿ ಹಣ ಖರ್ಚಾಗಲಿದೆ. ಕೆಎಎಸ್ ಪರೀಕ್ಷೆ ಸೇರಿದಂತೆ ನೇಮಕಾತಿ ಮಂಡಳಿ ರಚನೆಗೆ ಚಿಂತನೆ ನಡೆದಿದೆ. ಹೀಗೆ ಒಂದು ನೇಮಕಾತಿ ಪ್ರಕ್ರಿಯೆ ಹೆಚ್ಚುವರಿಯಾಗಿ ಮಾಡಲು ಸಂಬಂಧಿಸಿದ ಮಂಡಳಿ ರಚನೆ ಪ್ರಸ್ತಾವನೆ ಸಲ್ಲಿಸಲಾಗಿದೆ. [188,821,364,865]
story-body: ಹೆಸರಿನ ಎಕ್ಸ್ ಖಾತೆಯಲ್ಲಿ ಈ ವಿಡಿಯೋ ಹಂಚಿಕೊಳ್ಳಲಾಗಿದೆ. ಈ ವಿಡಿಯೋ 92 ಸಾವಿರಕ್ಕೂ ಅಧಿಕ ವೀಕ್ಷಣೆಗಳನ್ನು ಪಡೆದಿದೆ. ಒಬ್ಬ ಬಳಕೆದಾರರು ಯುವ ಪೀಳಿಗೆ ಏಕೆ ಹೀಗೆ ನಡೆದುಕೊಳ್ಳುತ್ತಿದೆ ಎಂಬ ಕಾಮೆಂಟ್ ಬರೆದುಕೊಂಡಿದ್ದಾರೆ. ಇನ್ನೊಬ್ಬ ಬಳಕೆದಾರರು ಅತನ ನಡವಳಿಕೆಯೇ ಎಲ್ಲವನ್ನು ಹೇಳುತ್ತಿದೆ ಎಂಬ ಕಾಮೆಂಟ್ ಬರೆದುಕೊಂಡಿದ್ದಾರೆ. ಇನ್ನು ಅನೇಕರು ವಿದ್ಯಾರ್ಥಿಯ ವರ್ತನೆಯನ್ನು ಕಂಡು ಫುಲ್ ಶಾಕ್ ಆಗಿದ್ದಾರೆ. [370,1201,546,1268]
column-rule [729,744,730,1491]
lakshmi-portrait [440,128,564,246]
story-text: ಹೈಕಮಾಂಡ್ ಸೂಚನೆ ಬಳಿಕ ಸಚಿವರು ದಿಢೀರ್ ಯೂಟರ್ನ್ ಹೊಡೆದಿದ್ದಾರೆ. ಸತೀಶ್ ಜಾರಕಿಹೊಳಿ ಹೇಳಿಕೆ ಬಗ್ಗೆ ಪ್ರತಿಕ್ರಿಯಿಸಿದ ಅವರು, ಪಕ್ಷದ ಚೌಕಟ್ಟಿನಲ್ಲಿ ಮಾತನಾಡುತ್ತೇವೆ ಎಂದು ಹೇಳಿದರು. ಹೈಕಮಾಂಡ್ ಮಾರ್ಗದರ್ಶನದಂತೆ ನಡೆದುಕೊಳ್ಳುತ್ತೇವೆ, ನಾಯಕತ್ವ ಬದಲಾವಣೆ ಕುರಿತು ಯಾವುದೇ ಚರ್ಚೆ ಇಲ್ಲ. ಪಕ್ಷದ ಶಿಸ್ತು ಉಲ್ಲಂಘಿಸಿದವರ ವಿರುದ್ಧ ಕ್ರಮ ಕೈಗೊಳ್ಳಲಾಗುವುದು ಎಂದು ಸ್ಪಷ್ಟಪಡಿಸಿದರು. ಬುಧವಾರ ಬೆಳಗ್ಗೆ ಬೆಂಗಳೂರಿನಲ್ಲಿ ಸುದ್ದಿಗಾರರ ಜೊತೆ ಮಾತನಾಡಿದ ಸತೀಶ್ ಜಾರಕಿಹೊಳಿ ಅವರು, ಸಭೆ ಕರೆಯಲು ನಮ್ಮ ಹೈಕಮಾಂಡ್ ಸೂಚಿಸಿದೆ ಎಂದರು. [6,1042,180,1144]
cybercrime-url[interactable]: cybercrime.gov.in [282,1438,364,1448]
brand-name-part2: ಮುಗಿಲು [107,10,156,30]
rbi-url[interactable]: https://cms.rbi.org.in [370,930,467,940]
dateline: ಕಲಬುರಗಿ: [848,1251,874,1261]
story-body [552,1072,726,1247]
subhead: ಭಾರತಕ್ಕೆ ಹೊಸ ಸವಾಲು [391,1348,525,1368]
headline: ಗುತ್ತಿಗೆದಾರರೇ ಒಂದು ವರ್ಷ ಕೆಲಸ ಮಾಡಬೇಡಿ: ಹೆಚ್‌ಡಿಕೆ ಕರೆ [247,380,583,449]
story-text: ಗೋಲ್ಡನ್ ಅವರ್ ಸೌಲಭ್ಯ ಪಡೆಯಬಹುದು. [370,899,471,908]
story-cm-post [6,748,180,1491]
subhead: ಕಾಟ [628,1251,650,1267]
story-body: ಜಾರಿ ಮಾಡಿದ್ದಾರಾ ಇಲ್ಲವಾ? ಎಂಬಿತ್ಯಾದಿ ಸಂಪೂರ್ಣ ಮಾಹಿತಿಯನ್ನು ಹೈಕಮಾಂಡ್ ಈ ಸಂದರ್ಭದಲ್ಲಿ ಕೇಳಿದೆ. ಅಲ್ಲದೇ, ಪಕ್ಷದ ಶಿಸ್ತನ್ನು ಉಲ್ಲಂಘಿಸಿ ಪದೇ ಪದೇ ಮಾಧ್ಯಮಗಳಿಗೆ ಹೇಳಿಕೆ ಕೊಡುವ ಸಚಿವರ ಸಂಪೂರ್ಣ ವಿವರಗಳನ್ನು ಕೊಡುವಂತೆ ಹೈಕಮಾಂಡ್ ಸೂಚಿಸಿದೆ. ಈಗಾಗಲೇ ಎಐಸಿಸಿ ಕರ್ನಾಟಕ ಉಸ್ತುವಾರಿ ಆಗಿರುವ ರಣದೀಪ್ ಸುರ್ಜೇವಾಲ ಅವರು ಪಕ್ಷದ ತಾಯಿ ಇದ್ದಂತೆ, ಸರ್ಕಾರ ಮಗು ಇದ್ದಂತೆ. ಯಾರೂ ಸಹ ಪಕ್ಷದ ಘನತೆಗೆ ಚ್ಯುತಿ ತರಬಾರದು ಎಂಬ ಸಂದೇಶವನ್ನು ನೀಡಿದ್ದಾರೆ. ಇದರ ಬೆನ್ನಲ್ಲೇ ಸಚಿವರ ಕಾರ್ಯವೈಖರಿ ಬಗ್ಗೆ ವರದಿ ಸಲ್ಲಿಸಲು ಸೂಚಿಸಲಾಗಿದೆ. ದಿನಗಳಲ್ಲಿ ಅವರಿಗೆ ಪರಿಣಾಮ ಬೀರಲಿದೆ ಪಕ್ಷದ ಮೂಲಗಳು ಸೂಚಿಸಿದ್ದಾರೆ ಎಂದು ಮಂಜುನಾಥ ಭಂಡಾರಿ ಅವರು ಪತ್ರಿಕಾ ಪ್ರಕಟಣೆಯಲ್ಲಿ ತಿಳಿಸಿದ್ದಾರೆ. [6,768,180,882]
story-ramesh [578,64,940,374]
story-body [6,541,192,729]
subhead: ಬಂತು ಖಡಕ್ ಸಂದೇಶ [224,906,328,922]
dateline: ಬೆಂಗಳೂರು: [354,467,384,476]
story-paramedic [735,1212,941,1470]
masthead [8,2,190,58]
story-text: ಕಾವೇರಿ ನದಿಯಲ್ಲಿ ಮುಳುಗಿ ವಿದ್ಯಾರ್ಥಿಯೋರ್ವ ಸಾವನ್ನಪ್ಪಿದ ಘಟನೆ ಮಂಡ್ಯ ಜಿಲ್ಲೆ ಶ್ರೀರಂಗಪಟ್ಟಣ ತಾಲೂಕಿನ ಬಲಮುರಿಯಲ್ಲಿ ನಡೆದಿದೆ. ಮೈಸೂರು ನಾಗನಹಳ್ಳಿ ಗ್ರಾಮದ ಎಸ್ ಶ್ರೇಯಸ್ ಮೃತ ವಿದ್ಯಾರ್ಥಿ. ಈತ ಪಾಲಹಳ್ಳಿ ಸಮೀಪದ ಖಾಸಗಿ ಕಾಲೇಜಿನಲ್ಲಿ ಪ್ರಥಮ ಬಿ.ಇ ಓದುತ್ತಿದ್ದ. ಸ್ನೇಹಿತರೊಂದಿಗೆ ಬಲಮುರಿಗೆ ಬಂದಿದ್ದ ವೇಳೆ ಈ ದುರ್ಘಟನೆ ಸಂಭವಿಸಿದೆ. ಅಗ್ನಿಶಾಮಕ ದಳದ ಸಿಬ್ಬಂದಿ ಶವ ಹೊರತೆಗೆದಿದ್ದಾರೆ. ಕೆಆರ್‌ಎಸ್ ಪೊಲೀಸ್ ಠಾಣೆಯಲ್ಲಿ ಪ್ರಕರಣ ದಾಖಲಾಗಿದೆ. [6,541,116,666]
story-shivaram [552,748,726,1486]
story-body [578,102,940,374]
story-text: ಮಾಜಿ ವಿಧಾನ ಪರಿಷತ್ ಸದಸ್ಯರು, ಒಕ್ಕಲಿಗರ ಸಂಘದ ಮಾಜಿ ಅಧ್ಯಕ್ಷರು, ಅತ್ಯಂತ ಸಜ್ಜನ ಹಾಗೂ ಜನಾನುರಾಗಿಗಳಾಗಿದ್ದ ಪಟೇಲ್ ಶಿವರಾಂ ಅವರ ನಿಧನ ವಾರ್ತೆ ತೀವ್ರ ದುಃಖ ಉಂಟು ಮಾಡಿದೆ. ಅಪಾರ ಬಂಧುಬಳಗ, ಅಭಿಮಾನಿಗಳಿಗೆ ದುಃಖ ಭರಿಸುವ ಶಕ್ತಿಯನ್ನು ಭಗವಂತ ಕರುಣಿಸಲಿ ಎಂದು ಕೇಂದ್ರ ಸಚಿವ ಹೆಚ್ ಡಿ ಕುಮಾರಸ್ವಾಮಿ ಟ್ವೀಟ್ ಮಾಡಿದ್ದಾರೆ. [552,1073,726,1140]
subhead: ಇದು ಬ್ಯಾಂಕ್ ತಪ್ಪಲ್ಲ [218,1272,334,1292]
story-bank [370,748,546,1491]
rbi-url-line [370,922,546,941]
car-accident-photo [320,128,432,246]
student-portrait [735,1264,843,1382]
headline: ಭ್ರಷ್ಟಾಚಾರ ಆರೋಪ: ಕೃಷ್ಣಬೈರೇಗೌಡ ವಿರುದ್ಧ ರಾಜ್ಯಪಾಲರಿಗೆ ದೂರು [11,64,187,93]
story-body: ಖಾತೆಯನ್ನು 48 ಗಂಟೆಗಳ ಒಳಗೆ ಫ್ರೀಜ್ ಮಾಡಲಾಗುತ್ತದೆ. ವಂಚನೆಗೆ ಒಳಗಾದ ಹಣ ಆರೋಪಿಯ ಖಾತೆಯಲ್ಲಿದ್ದರೆ ಆ ಹಣವನ್ನು ಮರಳಿ ಪಡೆಯುವ ಸಾಧ್ಯತೆ ಇರುತ್ತದೆ. ಬೆಂಗಳೂರು ಪೊಲೀಸರು ಜನರಿಗೆ ಎಚ್ಚರಿಕೆ ನೀಡಿದ್ದು, ಗೋಲ್ಡನ್ ಅವರ್‌ನಲ್ಲಿ ದೂರು ನೀಡುವಂತೆ ಸೂಚಿಸಿದ್ದಾರೆ. ಗೋಲ್ಡನ್ ಅವರ್ ಎಂದರೆ ವಂಚನೆ ನಡೆದ ಮೊದಲ ಒಂದು ಗಂಟೆ. [370,749,546,804]
